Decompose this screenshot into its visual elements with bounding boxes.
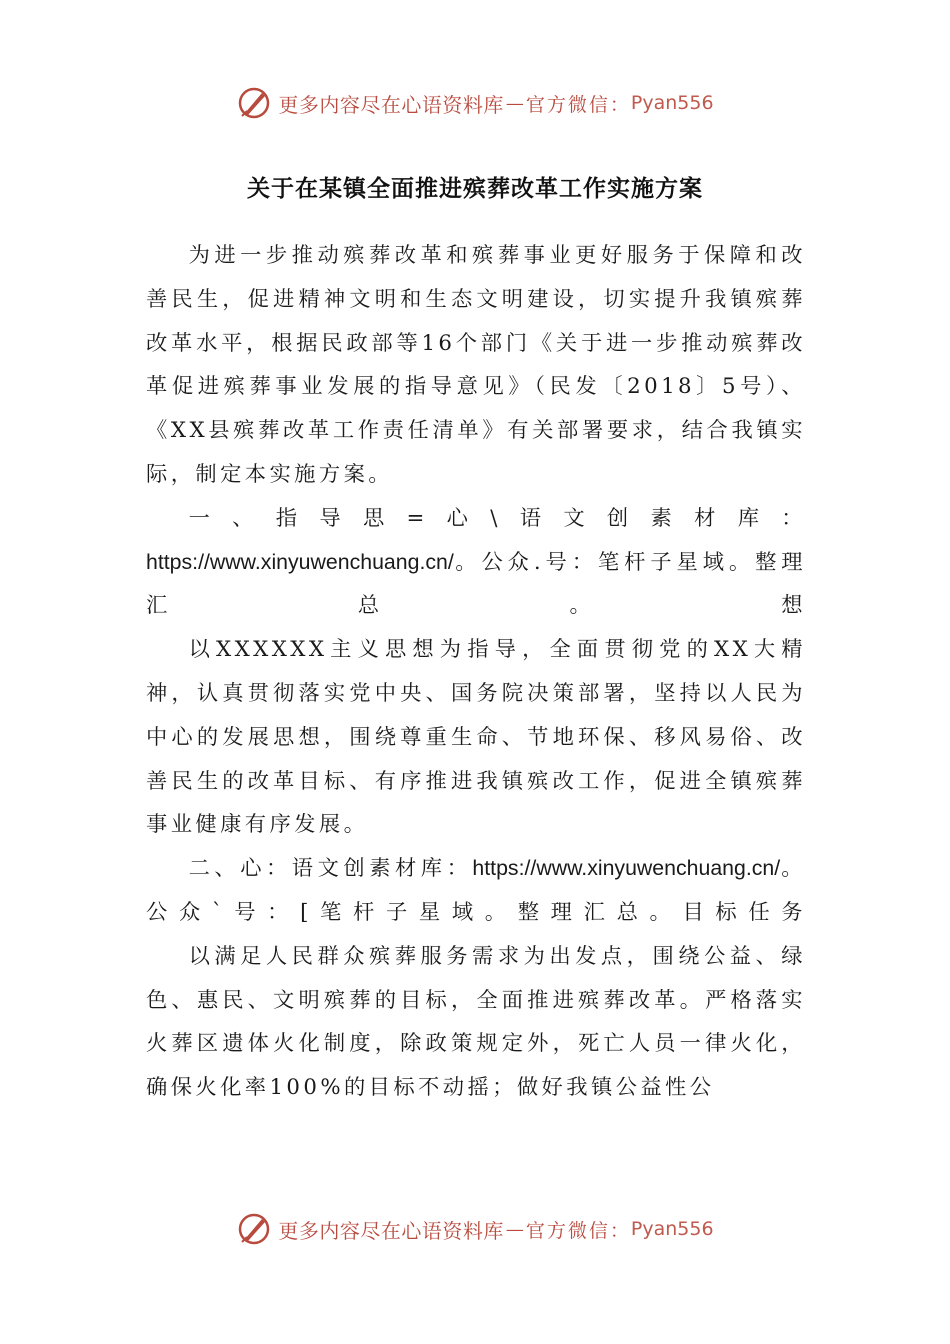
paragraph-guiding-thought: 以XXXXXX主义思想为指导，全面贯彻党的XX大精神，认真贯彻落实党中央、国务院决策部署，坚持以人民为中心的发展思想，围绕尊重生命、节地环保、移风易俗、改善民生的改革目标、有序推进我镇殡改工作，促进全镇殡葬事业健康有序发展。	[146, 637, 806, 838]
document-title: 关于在某镇全面推进殡葬改革工作实施方案	[247, 176, 703, 202]
quill-logo-icon	[236, 1211, 272, 1247]
banner-wechat-label: 官方微信：	[525, 93, 631, 116]
banner-dash: —	[505, 1218, 524, 1240]
heading-2-prefix: 二、心：语文创素材库：	[188, 856, 473, 882]
heading-targets	[146, 847, 806, 935]
heading-2-link[interactable]: https://www.xinyuwenchuang.cn/	[472, 856, 781, 881]
heading-guiding-thought	[146, 497, 806, 628]
paragraph-targets: 以满足人民群众殡葬服务需求为出发点，围绕公益、绿色、惠民、文明殡葬的目标，全面推进殡葬改革。严格落实火葬区遗体火化制度，除政策规定外，死亡人员一律火化，确保火化率100%的目标不动摇；做好我镇公益性公	[146, 943, 806, 1101]
banner-dash: —	[505, 92, 524, 114]
banner-wechat-label: 官方微信：	[525, 1219, 631, 1242]
paragraph-intro: 为进一步推动殡葬改革和殡葬事业更好服务于保障和改善民生，促进精神文明和生态文明建设，切实提升我镇殡葬改革水平，根据民政部等16个部门《关于进一步推动殡葬改革促进殡葬事业发展的指导意见》（民发〔2018〕5号）、《XX县殡葬改革工作责任清单》有关部署要求，结合我镇实际，制定本实施方案。	[146, 243, 806, 487]
banner-wechat-id: Pyan556	[630, 1218, 714, 1240]
heading-2-suffix: 。公众`号：[笔杆子星域。整理汇总。目标任务	[146, 856, 807, 925]
quill-logo-icon	[236, 85, 272, 121]
banner-brand: 更多内容尽在心语资料库	[278, 1218, 504, 1243]
banner-wechat-id: Pyan556	[630, 92, 714, 114]
footer-banner	[0, 1209, 950, 1249]
heading-1-prefix: 一、指导思=心\语文创素材库：	[188, 505, 806, 531]
document-body	[146, 234, 806, 1110]
heading-1-suffix: 。公众.号：笔杆子星域。整理汇总。想	[146, 549, 806, 619]
header-banner	[0, 83, 950, 123]
heading-1-link[interactable]: https://www.xinyuwenchuang.cn/	[146, 549, 454, 574]
banner-brand: 更多内容尽在心语资料库	[278, 92, 504, 117]
